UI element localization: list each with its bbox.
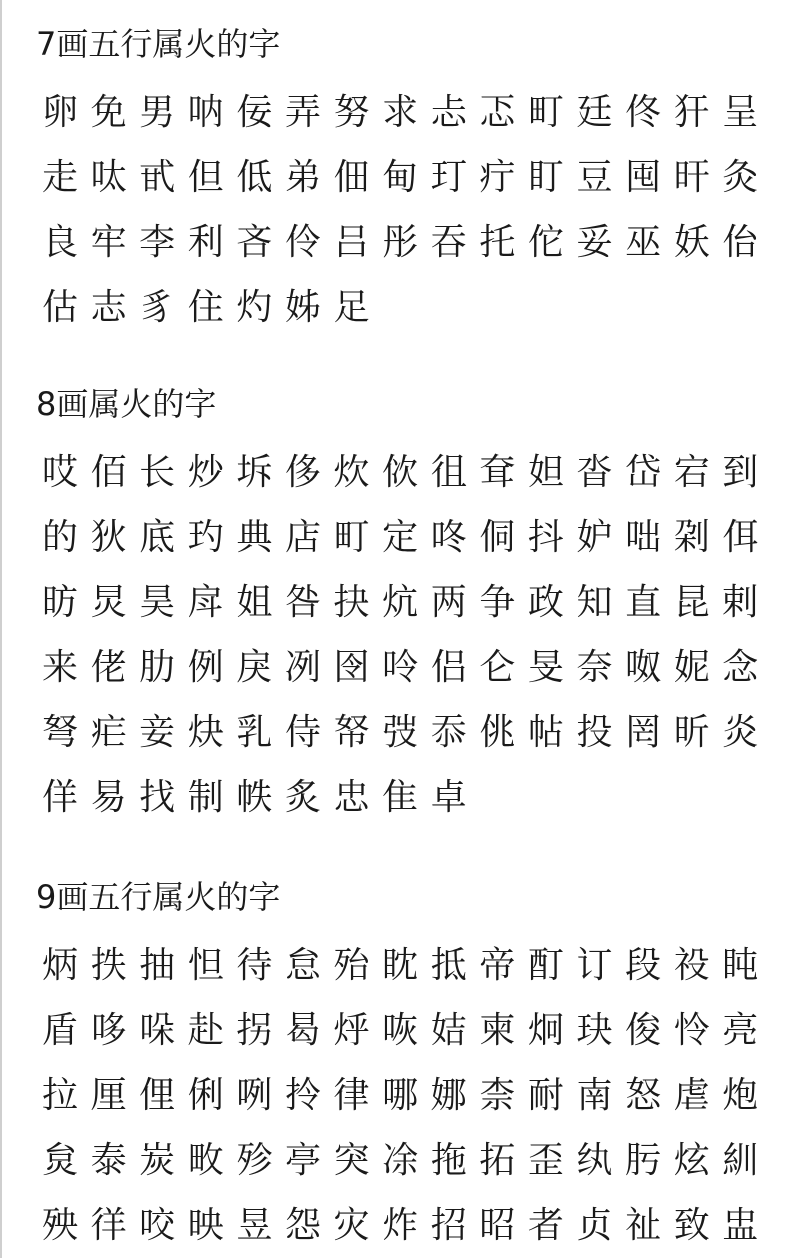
character: 刴 — [673, 516, 710, 558]
character: 牢 — [90, 221, 127, 263]
character: 炎 — [722, 711, 759, 753]
character: 昊 — [139, 581, 176, 623]
character: 南 — [576, 1074, 613, 1116]
character: 咬 — [139, 1204, 176, 1246]
character: 李 — [139, 221, 176, 263]
character-row — [36, 765, 776, 830]
character-row — [36, 635, 776, 700]
character: 贞 — [576, 1204, 613, 1246]
section-title: 7画五行属火的字 — [36, 25, 281, 63]
character: 旰 — [673, 156, 710, 198]
character: 佞 — [236, 91, 273, 133]
character: 弄 — [284, 91, 321, 133]
character: 岱 — [625, 451, 662, 493]
character: 昭 — [479, 1204, 516, 1246]
character: 亮 — [722, 1009, 759, 1051]
character: 旻 — [527, 646, 564, 688]
character: 冽 — [284, 646, 321, 688]
character: 忠 — [333, 776, 370, 818]
section-title: 9画五行属火的字 — [36, 878, 281, 916]
character: 制 — [187, 776, 224, 818]
character: 侗 — [479, 516, 516, 558]
character: 卓 — [430, 776, 467, 818]
character: 戾 — [236, 646, 273, 688]
character: 咄 — [625, 516, 662, 558]
character: 町 — [527, 91, 564, 133]
character: 侣 — [430, 646, 467, 688]
character: 走 — [41, 156, 78, 198]
character: 佰 — [90, 451, 127, 493]
character: 巫 — [625, 221, 662, 263]
character: 弟 — [284, 156, 321, 198]
character: 灾 — [333, 1204, 370, 1246]
character: 炫 — [673, 1139, 710, 1181]
character: 呔 — [90, 156, 127, 198]
character: 咎 — [284, 581, 321, 623]
character: 抽 — [139, 944, 176, 986]
character: 囹 — [333, 646, 370, 688]
character: 徉 — [90, 1204, 127, 1246]
character: 隹 — [382, 776, 419, 818]
character: 免 — [90, 91, 127, 133]
character: 忑 — [479, 91, 516, 133]
character: 求 — [382, 91, 419, 133]
character: 姐 — [236, 581, 273, 623]
character: 廷 — [576, 91, 613, 133]
character: 佃 — [333, 156, 370, 198]
character: 段 — [625, 944, 662, 986]
character: 妮 — [673, 646, 710, 688]
character-row — [36, 570, 776, 635]
character: 殃 — [41, 1204, 78, 1246]
character: 投 — [576, 711, 613, 753]
character: 耐 — [527, 1074, 564, 1116]
character: 疔 — [479, 156, 516, 198]
character: 店 — [284, 516, 321, 558]
section-8-strokes — [36, 384, 776, 830]
character: 直 — [625, 581, 662, 623]
character-grid — [36, 933, 776, 1258]
character: 灸 — [722, 156, 759, 198]
character-row — [36, 933, 776, 998]
character: 妖 — [673, 221, 710, 263]
character: 努 — [333, 91, 370, 133]
character: 呶 — [625, 646, 662, 688]
character: 紃 — [722, 1139, 759, 1181]
character: 眈 — [382, 944, 419, 986]
character: 肋 — [139, 646, 176, 688]
character: 抉 — [333, 581, 370, 623]
character: 乳 — [236, 711, 273, 753]
character: 沓 — [576, 451, 613, 493]
character: 抶 — [90, 944, 127, 986]
character: 侍 — [284, 711, 321, 753]
character: 囤 — [625, 156, 662, 198]
character: 灼 — [236, 286, 273, 328]
character: 吞 — [430, 221, 467, 263]
character: 炙 — [284, 776, 321, 818]
character: 奈 — [576, 646, 613, 688]
character: 坼 — [236, 451, 273, 493]
character: 俊 — [625, 1009, 662, 1051]
character: 佬 — [90, 646, 127, 688]
character: 凃 — [382, 1139, 419, 1181]
character: 盹 — [722, 944, 759, 986]
character: 徂 — [430, 451, 467, 493]
character: 玓 — [187, 516, 224, 558]
character: 娜 — [430, 1074, 467, 1116]
character: 佗 — [527, 221, 564, 263]
character-row — [36, 1063, 776, 1128]
character: 宕 — [673, 451, 710, 493]
character: 政 — [527, 581, 564, 623]
character: 念 — [722, 646, 759, 688]
character: 帙 — [236, 776, 273, 818]
character: 炭 — [139, 1139, 176, 1181]
character-row — [36, 1128, 776, 1193]
character: 昱 — [236, 1204, 273, 1246]
character: 到 — [722, 451, 759, 493]
character: 良 — [41, 221, 78, 263]
character: 赴 — [187, 1009, 224, 1051]
character: 忐 — [430, 91, 467, 133]
character: 甸 — [382, 156, 419, 198]
character-row — [36, 80, 776, 145]
character: 殆 — [333, 944, 370, 986]
character: 怛 — [187, 944, 224, 986]
character: 咚 — [430, 516, 467, 558]
section-9-strokes — [36, 877, 776, 1258]
character: 肟 — [625, 1139, 662, 1181]
character: 例 — [187, 646, 224, 688]
character: 卵 — [41, 91, 78, 133]
character: 致 — [673, 1204, 710, 1246]
character: 町 — [333, 516, 370, 558]
character-row — [36, 700, 776, 765]
character: 怠 — [284, 944, 321, 986]
character: 姞 — [430, 1009, 467, 1051]
character: 拖 — [430, 1139, 467, 1181]
character: 曷 — [284, 1009, 321, 1051]
character: 纨 — [576, 1139, 613, 1181]
character: 亭 — [284, 1139, 321, 1181]
character: 豆 — [576, 156, 613, 198]
character: 彤 — [382, 221, 419, 263]
character: 炯 — [527, 1009, 564, 1051]
character: 仑 — [479, 646, 516, 688]
character: 戽 — [187, 581, 224, 623]
character-grid — [36, 80, 776, 340]
character: 知 — [576, 581, 613, 623]
character: 玦 — [576, 1009, 613, 1051]
character: 祋 — [673, 944, 710, 986]
character: 罔 — [625, 711, 662, 753]
character: 咧 — [236, 1074, 273, 1116]
character: 低 — [236, 156, 273, 198]
character: 炒 — [187, 451, 224, 493]
character: 哚 — [139, 1009, 176, 1051]
character-row — [36, 1193, 776, 1258]
character: 俐 — [187, 1074, 224, 1116]
character: 哆 — [90, 1009, 127, 1051]
character-row — [36, 210, 776, 275]
character: 佟 — [625, 91, 662, 133]
character: 耷 — [479, 451, 516, 493]
character: 炊 — [333, 451, 370, 493]
character: 炔 — [187, 711, 224, 753]
character: 哪 — [382, 1074, 419, 1116]
character: 歪 — [527, 1139, 564, 1181]
character: 托 — [479, 221, 516, 263]
character: 易 — [90, 776, 127, 818]
character: 志 — [90, 286, 127, 328]
character: 佁 — [722, 221, 759, 263]
character: 抖 — [527, 516, 564, 558]
character: 厘 — [90, 1074, 127, 1116]
character: 呈 — [722, 91, 759, 133]
character: 豸 — [139, 286, 176, 328]
character: 待 — [236, 944, 273, 986]
character: 佻 — [479, 711, 516, 753]
character-grid — [36, 440, 776, 830]
character: 妥 — [576, 221, 613, 263]
character: 呤 — [382, 646, 419, 688]
character: 男 — [139, 91, 176, 133]
character: 吝 — [236, 221, 273, 263]
character: 定 — [382, 516, 419, 558]
character: 拉 — [41, 1074, 78, 1116]
section-7-strokes — [36, 24, 776, 340]
character: 佴 — [722, 516, 759, 558]
character: 底 — [139, 516, 176, 558]
character: 怨 — [284, 1204, 321, 1246]
left-border-line — [0, 0, 2, 1258]
character: 柰 — [479, 1074, 516, 1116]
character: 昕 — [673, 711, 710, 753]
character: 突 — [333, 1139, 370, 1181]
character: 律 — [333, 1074, 370, 1116]
character: 炳 — [41, 944, 78, 986]
character: 甙 — [139, 156, 176, 198]
character: 者 — [527, 1204, 564, 1246]
character: 伶 — [284, 221, 321, 263]
character: 妾 — [139, 711, 176, 753]
character: 住 — [187, 286, 224, 328]
character: 估 — [41, 286, 78, 328]
character: 柬 — [479, 1009, 516, 1051]
character-row — [36, 505, 776, 570]
character: 炕 — [382, 581, 419, 623]
character: 拐 — [236, 1009, 273, 1051]
character: 忝 — [430, 711, 467, 753]
character: 疟 — [90, 711, 127, 753]
character: 帑 — [333, 711, 370, 753]
character: 帝 — [479, 944, 516, 986]
character: 佽 — [382, 451, 419, 493]
character: 俚 — [139, 1074, 176, 1116]
character: 两 — [430, 581, 467, 623]
character: 订 — [576, 944, 613, 986]
character: 的 — [41, 516, 78, 558]
character: 虐 — [673, 1074, 710, 1116]
character: 狄 — [90, 516, 127, 558]
character: 拎 — [284, 1074, 321, 1116]
character: 哎 — [41, 451, 78, 493]
character: 殄 — [236, 1139, 273, 1181]
character: 足 — [333, 286, 370, 328]
character: 帖 — [527, 711, 564, 753]
character: 典 — [236, 516, 273, 558]
character: 利 — [187, 221, 224, 263]
character: 怒 — [625, 1074, 662, 1116]
character: 来 — [41, 646, 78, 688]
character: 烀 — [333, 1009, 370, 1051]
character: 侈 — [284, 451, 321, 493]
character: 盯 — [527, 156, 564, 198]
character: 妒 — [576, 516, 613, 558]
character: 映 — [187, 1204, 224, 1246]
character: 炸 — [382, 1204, 419, 1246]
character: 犴 — [673, 91, 710, 133]
character: 呐 — [187, 91, 224, 133]
character: 炅 — [90, 581, 127, 623]
character-row — [36, 145, 776, 210]
character: 抵 — [430, 944, 467, 986]
character-row — [36, 440, 776, 505]
character: 盾 — [41, 1009, 78, 1051]
character: 盅 — [722, 1204, 759, 1246]
character: 弢 — [382, 711, 419, 753]
character: 祉 — [625, 1204, 662, 1246]
character: 拓 — [479, 1139, 516, 1181]
character: 吕 — [333, 221, 370, 263]
character: 妲 — [527, 451, 564, 493]
character-row — [36, 275, 776, 340]
character: 昆 — [673, 581, 710, 623]
character: 咴 — [382, 1009, 419, 1051]
character: 弩 — [41, 711, 78, 753]
character: 佯 — [41, 776, 78, 818]
character: 找 — [139, 776, 176, 818]
character: 怜 — [673, 1009, 710, 1051]
character: 剌 — [722, 581, 759, 623]
character: 炮 — [722, 1074, 759, 1116]
character: 泰 — [90, 1139, 127, 1181]
section-title: 8画属火的字 — [36, 385, 217, 423]
character: 昉 — [41, 581, 78, 623]
character: 畋 — [187, 1139, 224, 1181]
character: 炱 — [41, 1139, 78, 1181]
character: 争 — [479, 581, 516, 623]
character: 长 — [139, 451, 176, 493]
character: 招 — [430, 1204, 467, 1246]
character: 姊 — [284, 286, 321, 328]
character: 酊 — [527, 944, 564, 986]
character-row — [36, 998, 776, 1063]
character: 但 — [187, 156, 224, 198]
character: 玎 — [430, 156, 467, 198]
